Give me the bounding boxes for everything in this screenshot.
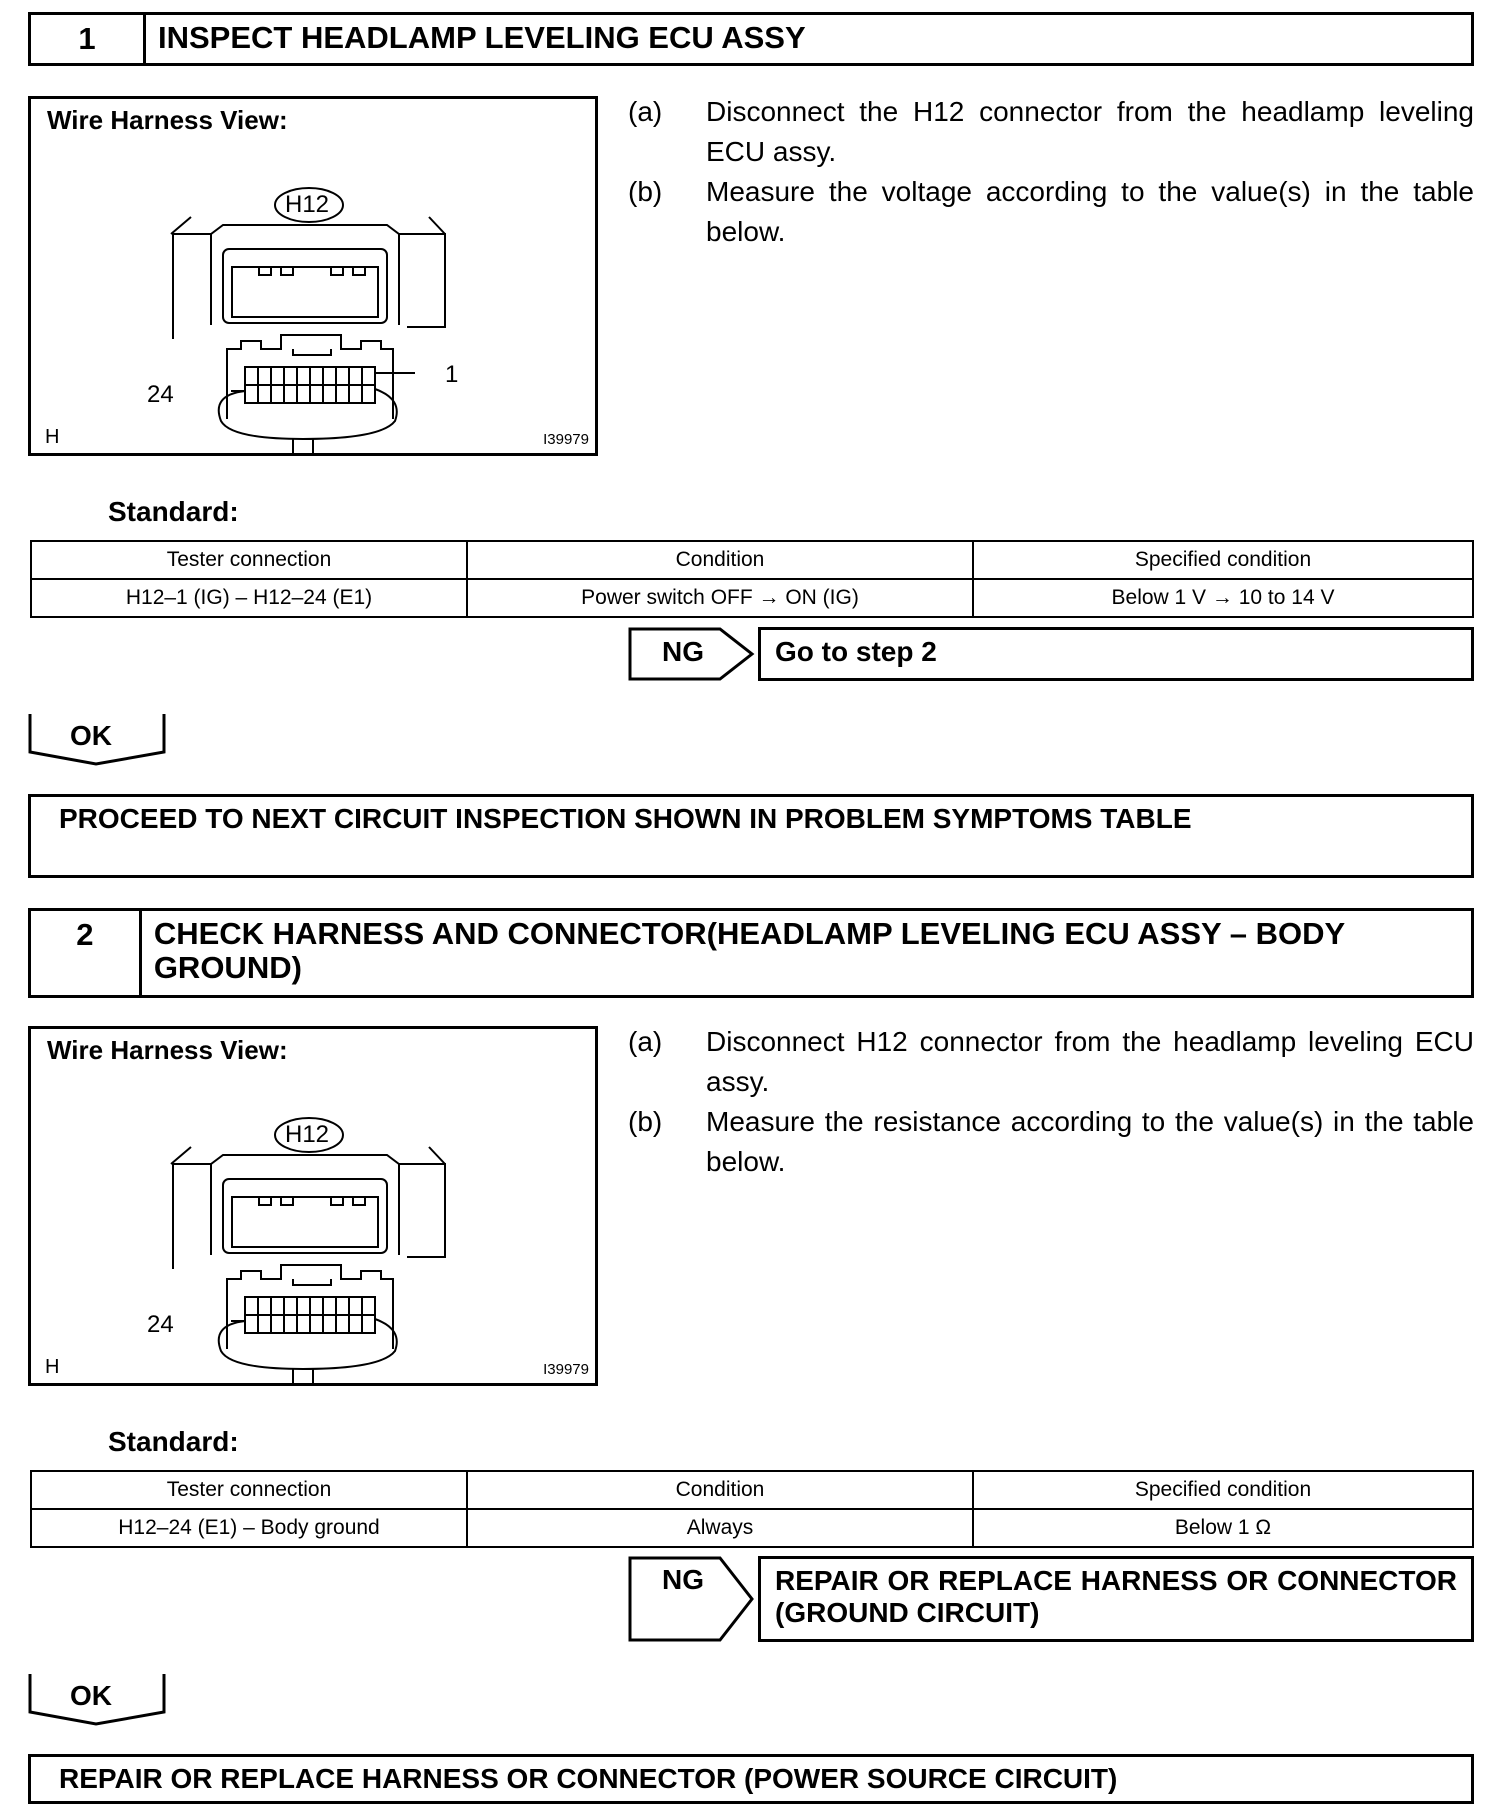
step-number: 2 (31, 911, 142, 995)
instruction-text: Measure the resistance according to the value(s) in the table below. (706, 1106, 1474, 1177)
table-header-cell: Specified condition (973, 541, 1473, 579)
connector-label: H12 (285, 191, 330, 218)
instruction-label: (b) (628, 176, 663, 207)
step-title: CHECK HARNESS AND CONNECTOR(HEADLAMP LEVELING ECU ASSY – BODY GROUND) (153, 916, 1345, 985)
ok-label: OK (70, 1680, 112, 1711)
step-2-header (28, 908, 1474, 998)
ng-result-text: REPAIR OR REPLACE HARNESS OR CONNECTOR (GROUND CIRCUIT) (775, 1565, 1457, 1628)
instruction-a (628, 92, 1474, 172)
table-row (31, 579, 1473, 617)
instruction-label: (a) (628, 96, 663, 127)
connector-diagram (31, 1029, 595, 1383)
ng-label: NG (662, 636, 704, 667)
step-title: INSPECT HEADLAMP LEVELING ECU ASSY (158, 20, 806, 55)
ok-result-text: PROCEED TO NEXT CIRCUIT INSPECTION SHOWN IN PROBLEM SYMPTOMS TABLE (59, 803, 1192, 834)
ok-result-box (28, 1754, 1474, 1804)
figure-title: Wire Harness View: (47, 105, 288, 135)
table-header-cell: Condition (467, 541, 973, 579)
wire-harness-figure (28, 1026, 598, 1386)
spec-table (30, 540, 1474, 618)
instruction-a (628, 1022, 1474, 1102)
table-header-cell: Tester connection (31, 1471, 467, 1509)
instruction-b (628, 1102, 1474, 1182)
spec-table (30, 1470, 1474, 1548)
pin-label-24: 24 (147, 381, 174, 408)
ng-label: NG (662, 1564, 704, 1595)
instruction-label: (b) (628, 1106, 663, 1137)
step-number: 1 (31, 15, 146, 63)
table-cell: Power switch OFF → ON (IG) (467, 579, 973, 617)
table-row (31, 1509, 1473, 1547)
figure-title: Wire Harness View: (47, 1035, 288, 1065)
ok-result-text: REPAIR OR REPLACE HARNESS OR CONNECTOR (POWER SOURCE CIRCUIT) (59, 1763, 1118, 1794)
connector-label: H12 (285, 1121, 330, 1148)
step-2-instructions (628, 1022, 1474, 1182)
ok-label: OK (70, 720, 112, 751)
connector-diagram (31, 99, 595, 453)
instruction-text: Measure the voltage according to the value(s) in the table below. (706, 176, 1474, 247)
ng-result-box (758, 1556, 1474, 1642)
figure-corner-letter: H (45, 426, 60, 448)
instruction-b (628, 172, 1474, 252)
instruction-text: Disconnect H12 connector from the headlamp leveling ECU assy. (706, 1026, 1474, 1097)
pin-label-24: 24 (147, 1311, 174, 1338)
instruction-label: (a) (628, 1026, 663, 1057)
pin-label-1: 1 (445, 361, 459, 388)
table-header-row (31, 1471, 1473, 1509)
table-cell: Below 1 Ω (973, 1509, 1473, 1547)
table-header-cell: Condition (467, 1471, 973, 1509)
table-header-cell: Specified condition (973, 1471, 1473, 1509)
ng-result-text: Go to step 2 (775, 636, 937, 667)
figure-id: I39979 (543, 1361, 589, 1378)
table-header-cell: Tester connection (31, 541, 467, 579)
standard-label: Standard: (108, 1426, 239, 1457)
wire-harness-figure (28, 96, 598, 456)
standard-label: Standard: (108, 496, 239, 527)
ok-result-box (28, 794, 1474, 878)
instruction-text: Disconnect the H12 connector from the headlamp leveling ECU assy. (706, 96, 1474, 167)
step-1-header (28, 12, 1474, 66)
figure-id: I39979 (543, 431, 589, 448)
ng-result-box (758, 627, 1474, 681)
figure-corner-letter: H (45, 1356, 60, 1378)
table-cell: Below 1 V → 10 to 14 V (973, 579, 1473, 617)
step-1-instructions (628, 92, 1474, 252)
table-cell: H12–24 (E1) – Body ground (31, 1509, 467, 1547)
table-header-row (31, 541, 1473, 579)
table-cell: Always (467, 1509, 973, 1547)
table-cell: H12–1 (IG) – H12–24 (E1) (31, 579, 467, 617)
